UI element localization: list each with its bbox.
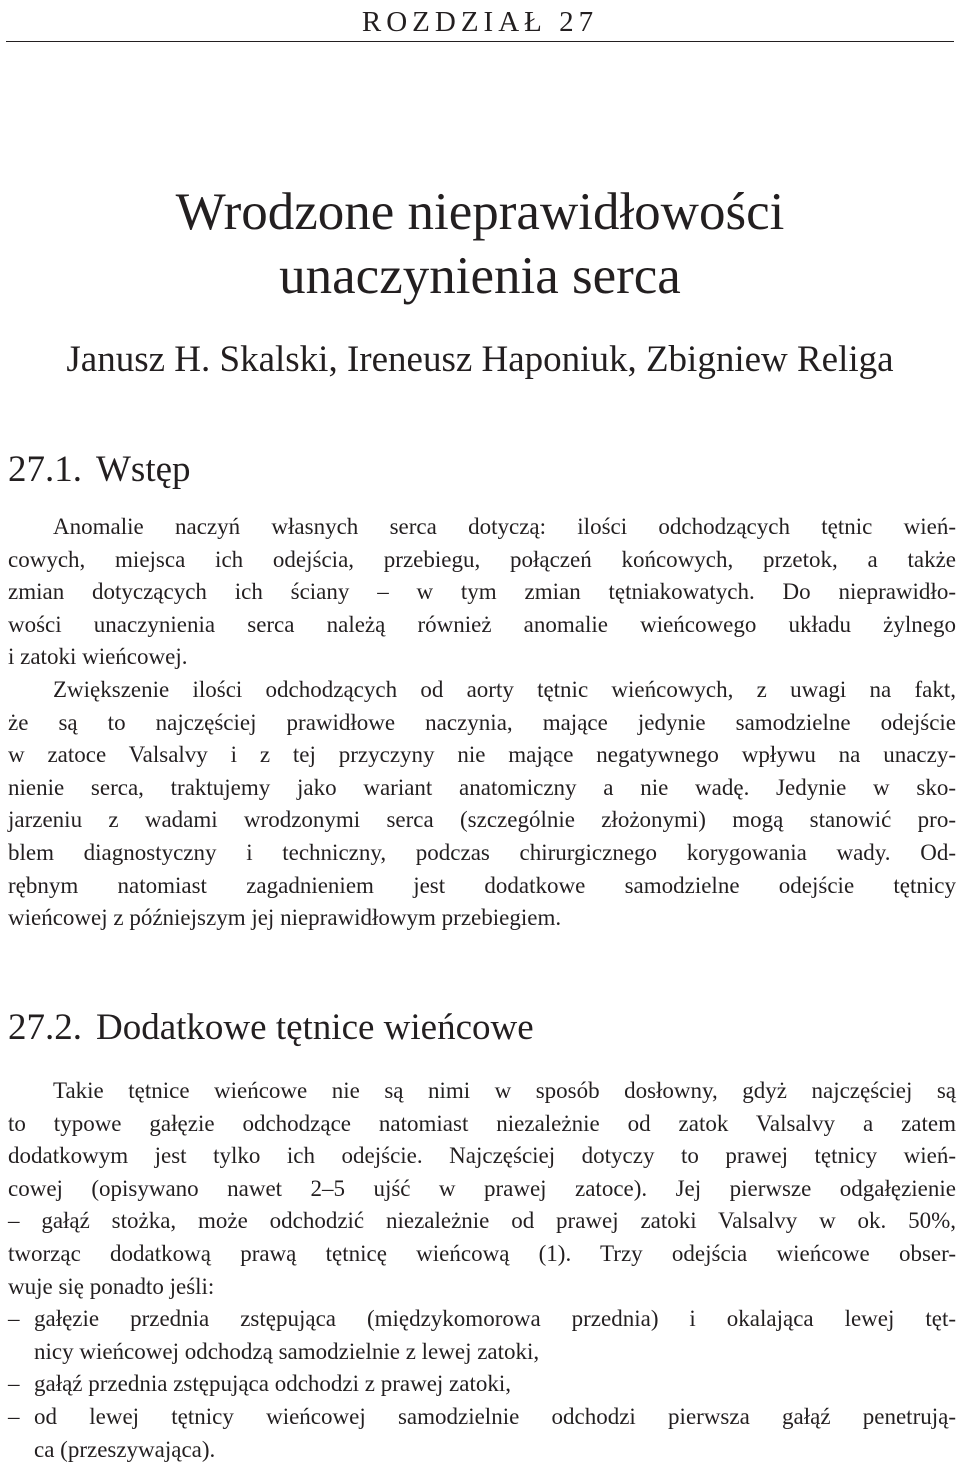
paragraph-line: i zatoki wieńcowej. [8, 644, 188, 670]
section-heading-27-1 [8, 448, 191, 492]
paragraph-line: Zwiększenie ilości odchodzących od aorty tętnic wieńcowych, z uwagi na fakt, [53, 676, 956, 702]
list-item-continuation: ca (przeszywająca). [34, 1436, 216, 1462]
list-dash: – [8, 1306, 20, 1332]
section-heading-27-2 [8, 1006, 534, 1050]
paragraph-line: w zatoce Valsalvy i z tej przyczyny nie mające negatywnego wpływu na unaczy- [8, 742, 956, 768]
list-item-text: od lewej tętnicy wieńcowej samodzielnie odchodzi pierwsza gałąź penetrują- [34, 1403, 956, 1429]
paragraph-line: Anomalie naczyń własnych serca dotyczą: ilości odchodzących tętnic wień- [53, 514, 956, 539]
paragraph-line: wości unaczynienia serca należą również anomalie wieńcowego układu żylnego [8, 611, 956, 637]
paragraph-line: wieńcowej z późniejszym jej nieprawidłowym przebiegiem. [8, 905, 562, 931]
paragraph-line: jarzeniu z wadami wrodzonymi serca (szczególnie złożonymi) mogą stanowić pro- [8, 807, 956, 833]
paragraph-line: blem diagnostyczny i techniczny, podczas chirurgicznego korygowania wady. Od- [8, 839, 956, 865]
paragraph-line: wuje się ponadto jeśli: [8, 1273, 215, 1299]
list-item-text: gałęzie przednia zstępująca (międzykomorowa przednia) i okalająca lewej tęt- [34, 1306, 956, 1332]
section-2-body [8, 1075, 956, 1466]
section-number: 27.2. [8, 1007, 82, 1048]
section-title: Dodatkowe tętnice wieńcowe [96, 1007, 534, 1048]
header-rule [6, 41, 954, 42]
paragraph-line: dodatkowym jest tylko ich odejście. Najczęściej dotyczy to prawej tętnicy wień- [8, 1143, 956, 1169]
paragraph-line: zmian dotyczących ich ściany – w tym zmian tętniakowatych. Do nieprawidło- [8, 579, 956, 605]
paragraph-line: rębnym natomiast zagadnieniem jest dodatkowe samodzielne odejście tętnicy [8, 872, 956, 898]
paragraph-line: że są to najczęściej prawidłowe naczynia, mające jedynie samodzielne odejście [8, 709, 956, 735]
section-number: 27.1. [8, 449, 82, 490]
chapter-title-line-1: Wrodzone nieprawidłowości [175, 183, 785, 241]
list-item [8, 1303, 956, 1336]
list-item-continuation: nicy wieńcowej odchodzą samodzielnie z lewej zatoki, [34, 1338, 540, 1364]
list-item-text: gałąź przednia zstępująca odchodzi z prawej zatoki, [34, 1371, 512, 1397]
list-item [8, 1401, 956, 1434]
paragraph-line: nienie serca, traktujemy jako wariant anatomiczny a nie wadę. Jedynie w sko- [8, 774, 956, 800]
paragraph-line: – gałąź stożka, może odchodzić niezależnie od prawej zatoki Valsalvy w ok. 50%, [8, 1208, 956, 1234]
chapter-title [0, 180, 960, 308]
list-item [8, 1368, 956, 1401]
section-1-body [8, 511, 956, 935]
section-title: Wstęp [96, 449, 191, 490]
paragraph-line: cowej (opisywano nawet 2–5 ujść w prawej zatoce). Jej pierwsze odgałęzienie [8, 1175, 956, 1201]
chapter-title-line-2: unaczynienia serca [279, 247, 681, 305]
paragraph-line: tworząc dodatkową prawą tętnicę wieńcową (1). Trzy odejścia wieńcowe obser- [8, 1240, 956, 1266]
paragraph-line: cowych, miejsca ich odejścia, przebiegu, połączeń końcowych, przetok, a także [8, 546, 956, 572]
list-dash: – [8, 1403, 20, 1429]
chapter-header: ROZDZIAŁ 27 [361, 6, 599, 38]
paragraph-line: Takie tętnice wieńcowe nie są nimi w sposób dosłowny, gdyż najczęściej są [53, 1078, 956, 1103]
list-dash: – [8, 1371, 20, 1397]
authors: Janusz H. Skalski, Ireneusz Haponiuk, Zbigniew Religa [66, 339, 894, 380]
paragraph-line: to typowe gałęzie odchodzące natomiast niezależnie od zatok Valsalvy a zatem [8, 1110, 956, 1136]
